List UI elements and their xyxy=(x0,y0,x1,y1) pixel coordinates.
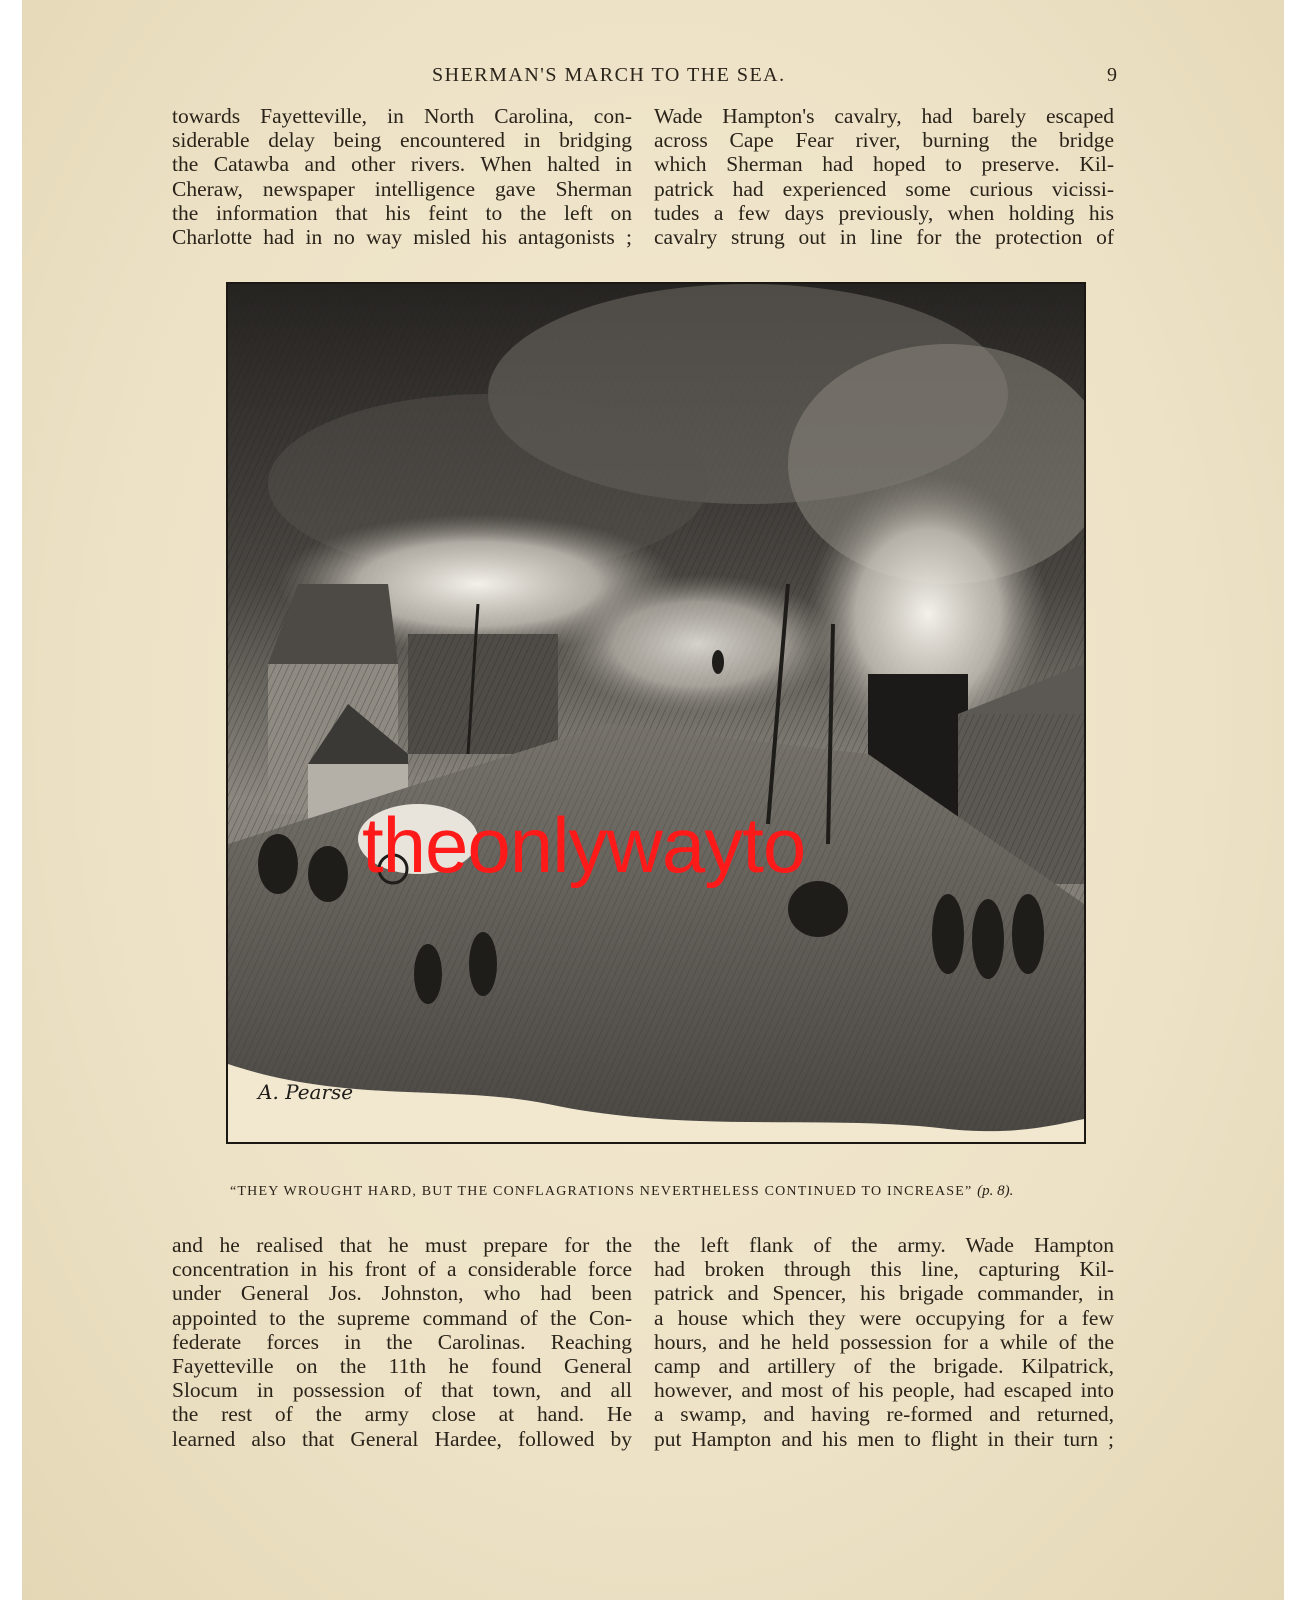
text-line: under General Jos. Johnston, who had been xyxy=(172,1281,632,1306)
text-line: concentration in his front of a considerable force xyxy=(172,1257,632,1282)
text-line: federate forces in the Carolinas. Reaching xyxy=(172,1329,632,1354)
text-line: which Sherman had hoped to preserve. Kil- xyxy=(654,152,1114,177)
text-column-top-right xyxy=(654,104,1114,249)
caption-text: “THEY WROUGHT HARD, BUT THE CONFLAGRATIONS NEVERTHELESS CONTINUED TO INCREASE” xyxy=(230,1184,973,1199)
text-line: cavalry strung out in line for the protection of xyxy=(654,225,1114,250)
text-line: put Hampton and his men to flight in their turn ; xyxy=(654,1426,1114,1451)
text-line: Fayetteville on the 11th he found General xyxy=(172,1354,632,1379)
text-line: a house which they were occupying for a few xyxy=(654,1305,1114,1330)
text-line: Cheraw, newspaper intelligence gave Sherman xyxy=(172,176,632,201)
text-line: Wade Hampton's cavalry, had barely escaped xyxy=(654,104,1114,128)
text-line: camp and artillery of the brigade. Kilpatrick, xyxy=(654,1354,1114,1379)
text-column-bottom-right xyxy=(654,1233,1114,1451)
caption-page-ref: (p. 8). xyxy=(977,1183,1014,1199)
text-line: towards Fayetteville, in North Carolina, con- xyxy=(172,104,632,128)
book-page xyxy=(22,0,1284,1600)
text-line: and he realised that he must prepare for the xyxy=(172,1233,632,1257)
text-line: hours, and he held possession for a while of the xyxy=(654,1329,1114,1354)
engraving-illustration xyxy=(226,282,1086,1144)
text-line: Slocum in possession of that town, and all xyxy=(172,1378,632,1403)
text-line: Charlotte had in no way misled his antagonists ; xyxy=(172,225,632,250)
page-number: 9 xyxy=(1107,64,1117,86)
text-column-top-left xyxy=(172,104,632,249)
text-line: tudes a few days previously, when holding his xyxy=(654,200,1114,225)
figure-caption xyxy=(230,1183,1090,1200)
text-line: learned also that General Hardee, followed by xyxy=(172,1426,632,1451)
running-head: SHERMAN'S MARCH TO THE SEA. xyxy=(432,64,786,86)
watermark-text: theonlywayto xyxy=(362,801,806,889)
text-line: the rest of the army close at hand. He xyxy=(172,1402,632,1427)
text-line: the information that his feint to the left on xyxy=(172,200,632,225)
text-line: siderable delay being encountered in bridging xyxy=(172,128,632,153)
text-line: the left flank of the army. Wade Hampton xyxy=(654,1233,1114,1257)
text-line: across Cape Fear river, burning the bridge xyxy=(654,128,1114,153)
text-line: patrick had experienced some curious vicissi- xyxy=(654,176,1114,201)
page-header xyxy=(22,62,1284,92)
text-column-bottom-left xyxy=(172,1233,632,1451)
text-line: a swamp, and having re-formed and returned, xyxy=(654,1402,1114,1427)
burning-town-engraving xyxy=(228,284,1084,1142)
text-line: had broken through this line, capturing Kil- xyxy=(654,1257,1114,1282)
text-line: patrick and Spencer, his brigade commander, in xyxy=(654,1281,1114,1306)
text-line: however, and most of his people, had escaped into xyxy=(654,1378,1114,1403)
text-line: appointed to the supreme command of the Con- xyxy=(172,1305,632,1330)
artist-signature: A. Pearse xyxy=(258,1080,354,1104)
text-line: the Catawba and other rivers. When halted in xyxy=(172,152,632,177)
